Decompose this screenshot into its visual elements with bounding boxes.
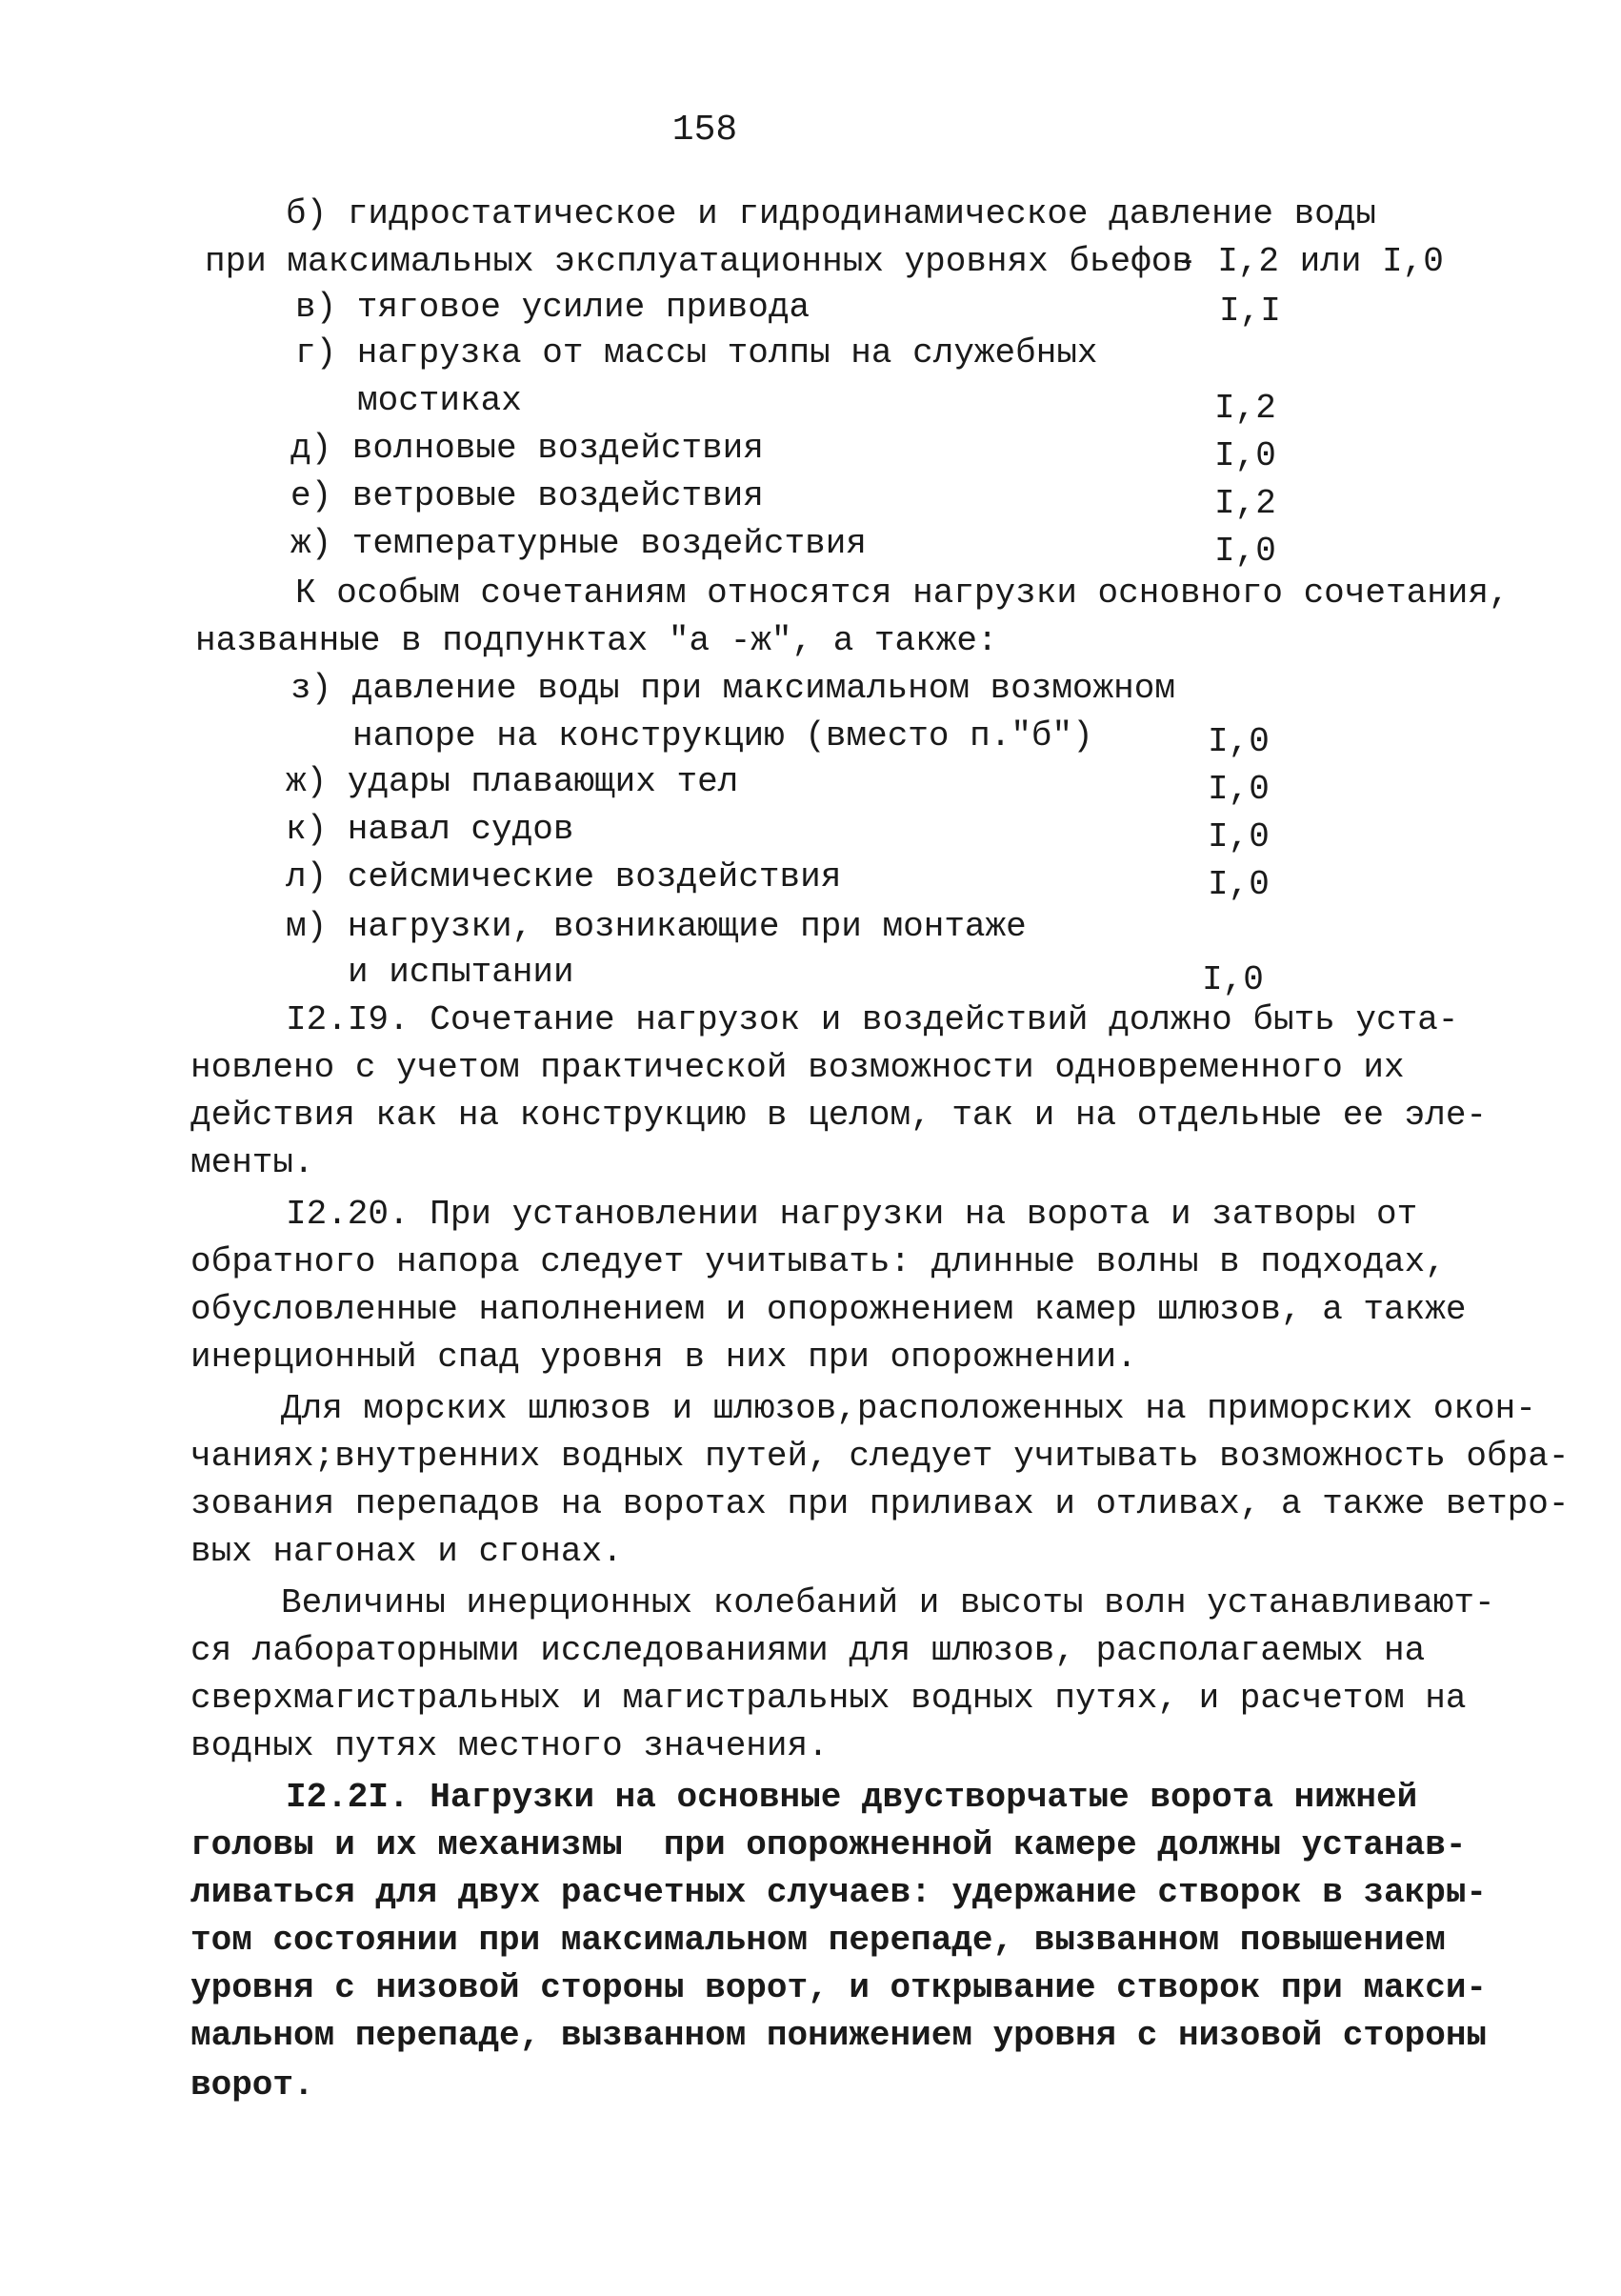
list-item-text: е) ветровые воздействия	[290, 476, 764, 515]
paragraph-line: сверхмагистральных и магистральных водных путях, и расчетом на	[190, 1679, 1467, 1718]
paragraph-line: действия как на конструкцию в целом, так и на отдельные ее эле-	[190, 1096, 1488, 1135]
coefficient-value: I,0	[1202, 960, 1264, 999]
list-item-text: л) сейсмические воздействия	[286, 857, 842, 896]
paragraph-line: менты.	[190, 1143, 314, 1182]
list-item-text: д) волновые воздействия	[290, 429, 764, 468]
coefficient-value: I,0	[1214, 532, 1276, 571]
list-item-text: в) тяговое усилие привода	[295, 288, 810, 327]
paragraph-line: вых нагонах и сгонах.	[190, 1532, 623, 1571]
coefficient-value: I,2	[1214, 389, 1276, 428]
paragraph-line: Величины инерционных колебаний и высоты волн устанавливают-	[281, 1583, 1495, 1622]
paragraph-line: обусловленные наполнением и опорожнением камер шлюзов, а также	[190, 1290, 1467, 1329]
coefficient-value: - I,2 или I,0	[1176, 242, 1444, 281]
paragraph-line: головы и их механизмы при опорожненной камере должны устанав-	[190, 1825, 1467, 1864]
coefficient-value: I,0	[1208, 817, 1270, 856]
paragraph-line: ливаться для двух расчетных случаев: удержание створок в закры-	[190, 1873, 1488, 1912]
paragraph-line: зования перепадов на воротах при приливах и отливах, а также ветро-	[190, 1484, 1570, 1523]
list-item-text: к) навал судов	[286, 810, 574, 849]
paragraph-line: том состоянии при максимальном перепаде, вызванном повышением	[190, 1921, 1446, 1960]
coefficient-value: I,0	[1208, 865, 1270, 904]
paragraph-line: ся лабораторными исследованиями для шлюзов, располагаемых на	[190, 1631, 1426, 1670]
paragraph-line: мальном перепаде, вызванном понижением уровня с низовой стороны	[190, 2016, 1488, 2055]
paragraph-line: водных путях местного значения.	[190, 1726, 829, 1765]
list-item-text: и испытании	[348, 953, 574, 992]
list-item-text: напоре на конструкцию (вместо п."б")	[352, 716, 1093, 755]
paragraph-line: Для морских шлюзов и шлюзов,расположенных на приморских окон-	[281, 1389, 1536, 1428]
coefficient-value: I,0	[1214, 436, 1276, 475]
paragraph-line: I2.2I. Нагрузки на основные двустворчатые ворота нижней	[286, 1778, 1418, 1817]
list-item-text: з) давление воды при максимальном возможном	[290, 669, 1175, 708]
list-item-text: м) нагрузки, возникающие при монтаже	[286, 907, 1027, 946]
paragraph-line: обратного напора следует учитывать: длинные волны в подходах,	[190, 1242, 1446, 1281]
list-item-text: г) нагрузка от массы толпы на служебных	[295, 333, 1098, 373]
list-item-text: ж) температурные воздействия	[290, 524, 867, 563]
list-item-text: при максимальных эксплуатационных уровнях бьефов	[205, 242, 1192, 281]
coefficient-value: I,0	[1208, 722, 1270, 761]
paragraph-line: ворот.	[190, 2065, 314, 2105]
list-item-text: б) гидростатическое и гидродинамическое давление воды	[286, 194, 1376, 233]
coefficient-value: I,I	[1219, 292, 1281, 331]
paragraph-line: I2.20. При установлении нагрузки на ворота и затворы от	[286, 1195, 1418, 1234]
paragraph-line: инерционный спад уровня в них при опорожнении.	[190, 1338, 1137, 1377]
coefficient-value: I,2	[1214, 484, 1276, 523]
paragraph-line: I2.I9. Сочетание нагрузок и воздействий должно быть уста-	[286, 1000, 1459, 1039]
coefficient-value: I,0	[1208, 770, 1270, 809]
paragraph-line: новлено с учетом практической возможности одновременного их	[190, 1048, 1405, 1087]
list-item-text: ж) удары плавающих тел	[286, 762, 739, 801]
list-item-text: мостиках	[357, 381, 522, 420]
list-item-text: К особым сочетаниям относятся нагрузки основного сочетания,	[295, 574, 1510, 613]
paragraph-line: уровня с низовой стороны ворот, и открывание створок при макси-	[190, 1968, 1488, 2007]
list-item-text: названные в подпунктах "а -ж", а также:	[195, 621, 998, 660]
paragraph-line: чаниях;внутренних водных путей, следует учитывать возможность обра-	[190, 1437, 1570, 1476]
page-number: 158	[671, 110, 738, 151]
